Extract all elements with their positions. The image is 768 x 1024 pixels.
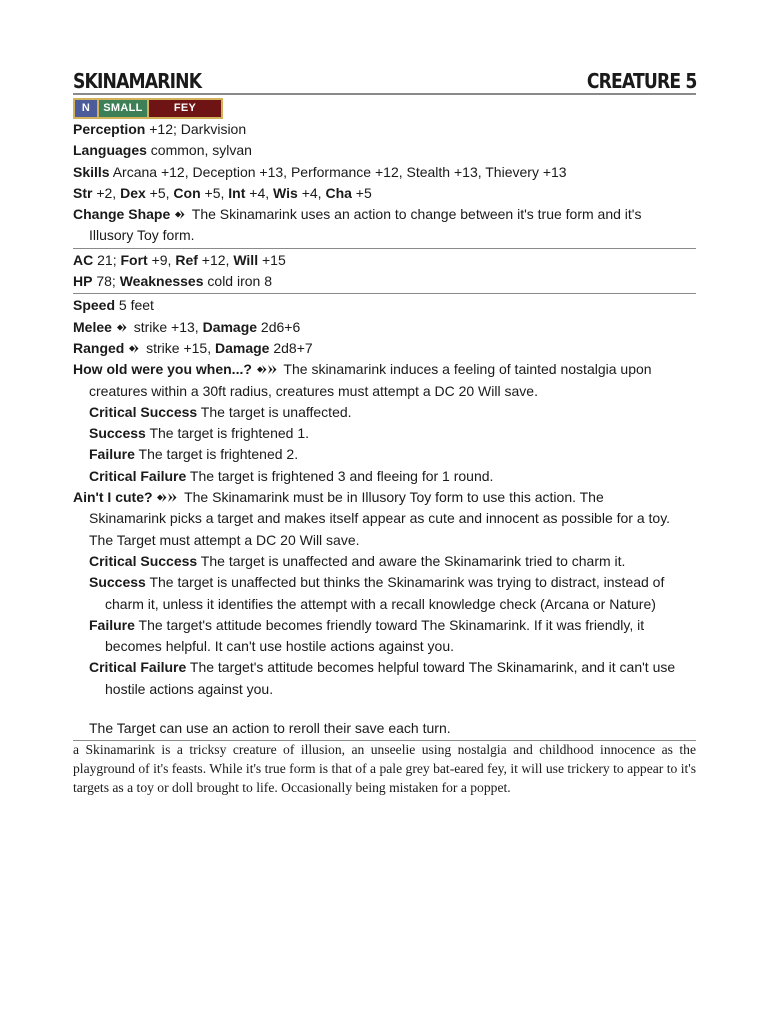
ability-cute-reroll: The Target can use an action to reroll their save each turn. [89, 720, 451, 737]
ability-cute-crit-failure: Critical Failure The target's attitude becomes helpful toward The Skinamarink, and it can't use [89, 659, 676, 676]
ability-nostalgia-success: Success The target is frightened 1. [89, 425, 310, 442]
ability-cute-crit-success: Critical Success The target is unaffected and aware the Skinamarink tried to charm it. [89, 552, 626, 569]
single-action-icon [128, 343, 142, 354]
ability-cute-line-3: The Target must attempt a DC 20 Will save. [89, 531, 360, 548]
languages-line: Languages common, sylvan [73, 142, 252, 159]
ability-nostalgia-crit-success: Critical Success The target is unaffected. [89, 403, 352, 420]
trait-size: SMALL [99, 100, 149, 117]
trait-type: FEY [149, 100, 221, 117]
ability-cute-line-2: Skinamarink picks a target and makes itself appear as cute and innocent as possible for a toy. [89, 510, 671, 527]
single-action-icon [116, 322, 130, 333]
ability-nostalgia-line: How old were you when...? The skinamarink induces a feeling of tainted nostalgia upon [73, 361, 652, 378]
lore-paragraph: a Skinamarink is a tricksy creature of illusion, an unseelie using nostalgia and childhood innocence as the playground of it's feasts. While it's true form is that of a pale grey bat-eared fey, it will use trickery to appear to it's targets as a toy or doll brought to life. Occasionally being mistaken for a poppet. [73, 742, 696, 795]
speed-line: Speed 5 feet [73, 297, 154, 314]
stat-block [73, 66, 696, 742]
ability-nostalgia-failure: Failure The target is frightened 2. [89, 446, 299, 463]
two-action-icon [156, 492, 180, 503]
hp-line: HP 78; Weaknesses cold iron 8 [73, 273, 272, 290]
ability-nostalgia-crit-failure: Critical Failure The target is frightened 3 and fleeing for 1 round. [89, 467, 494, 484]
ability-cute-line: Ain't I cute? The Skinamarink must be in Illusory Toy form to use this action. The [73, 489, 604, 506]
change-shape-line-2: Illusory Toy form. [89, 227, 195, 244]
melee-line: Melee strike +13, Damage 2d6+6 [73, 318, 301, 335]
change-shape-line: Change Shape The Skinamarink uses an action to change between it's true form and it's [73, 206, 642, 223]
ability-cute-success-2: charm it, unless it identifies the attempt with a recall knowledge check (Arcana or Nature) [105, 595, 656, 612]
spacer [73, 700, 696, 718]
single-action-icon [174, 209, 188, 220]
ability-cute-success: Success The target is unaffected but thinks the Skinamarink was trying to distract, instead of [89, 574, 665, 591]
creature-name: SKINAMARINK [73, 69, 202, 93]
ability-cute-crit-failure-2: hostile actions against you. [105, 680, 274, 697]
ability-cute-failure-2: becomes helpful. It can't use hostile actions against you. [105, 638, 454, 655]
trait-bar [73, 98, 223, 119]
defense-line: AC 21; Fort +9, Ref +12, Will +15 [73, 251, 286, 268]
creature-level: CREATURE 5 [586, 69, 696, 93]
two-action-icon [256, 364, 280, 375]
ability-cute-failure: Failure The target's attitude becomes friendly toward The Skinamarink. If it was friendly, it [89, 616, 645, 633]
ranged-line: Ranged strike +15, Damage 2d8+7 [73, 339, 313, 356]
ability-nostalgia-line-2: creatures within a 30ft radius, creatures must attempt a DC 20 Will save. [89, 382, 538, 399]
trait-alignment: N [75, 100, 99, 117]
section-divider [73, 293, 696, 294]
perception-line: Perception +12; Darkvision [73, 121, 247, 137]
stat-block-header [73, 66, 696, 95]
skills-line: Skills Arcana +12, Deception +13, Performance +12, Stealth +13, Thievery +13 [73, 163, 567, 180]
attributes-line: Str +2, Dex +5, Con +5, Int +4, Wis +4, Cha +5 [73, 184, 372, 201]
section-divider [73, 248, 696, 249]
